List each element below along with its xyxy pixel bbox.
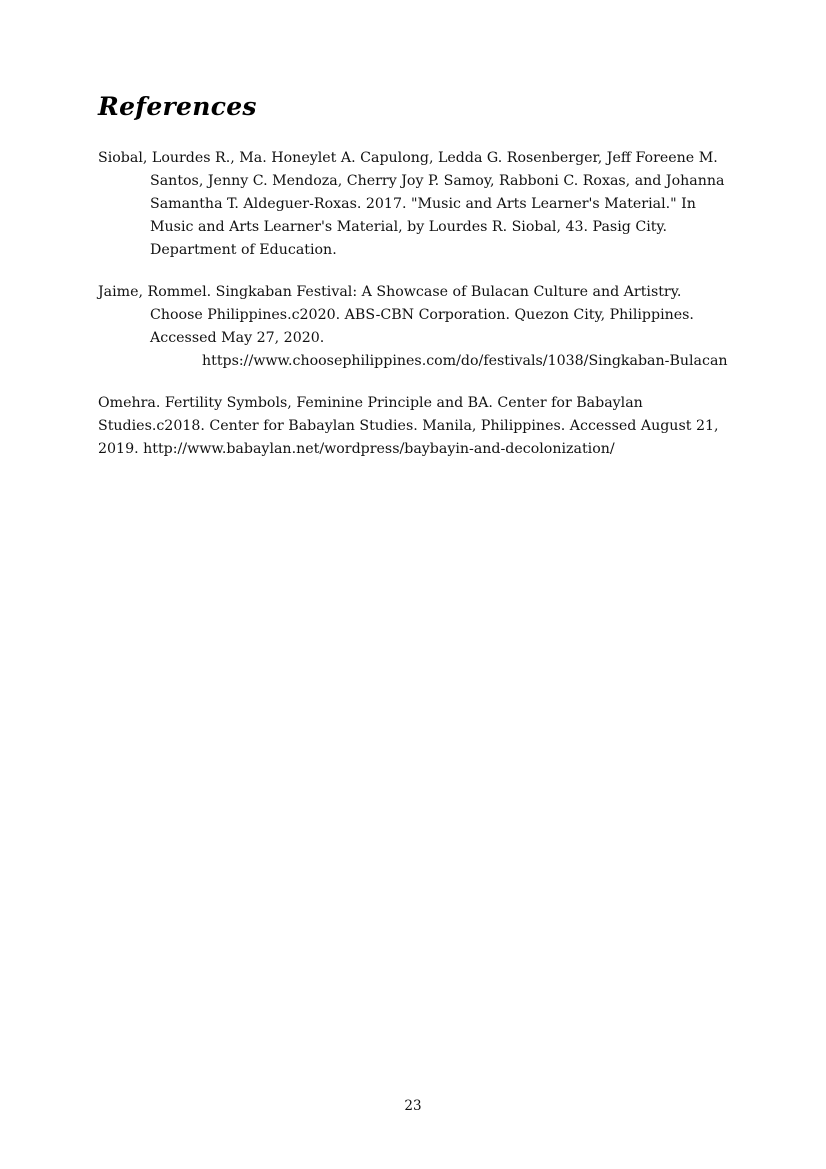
reference-entry xyxy=(98,147,728,262)
page-content xyxy=(98,92,728,480)
reference-text: Omehra. Fertility Symbols, Feminine Principle and BA. Center for Babaylan Studies.c2018. Center for Babaylan Studies. Manila, Philippines. Accessed August 21, 2019. http://www.babaylan.net/wordpress/baybayin-and-decolonization/ xyxy=(98,395,719,457)
reference-url[interactable]: https://www.choosephilippines.com/do/festivals/1038/Singkaban-Bulacan xyxy=(202,353,728,369)
reference-list xyxy=(98,147,728,461)
reference-text: Jaime, Rommel. Singkaban Festival: A Showcase of Bulacan Culture and Artistry. Choose Philippines.c2020. ABS-CBN Corporation. Quezon City, Philippines. Accessed May 27, 2020. xyxy=(98,284,694,346)
page-number: 23 xyxy=(404,1098,422,1114)
reference-entry xyxy=(98,281,728,373)
reference-text: Siobal, Lourdes R., Ma. Honeylet A. Capulong, Ledda G. Rosenberger, Jeff Foreene M. Santos, Jenny C. Mendoza, Cherry Joy P. Samoy, Rabboni C. Roxas, and Johanna Samantha T. Aldeguer-Roxas. 2017. "Music and Arts Learner's Material." In Music and Arts Learner's Material, by Lourdes R. Siobal, 43. Pasig City. Department of Education. xyxy=(98,150,725,258)
reference-entry xyxy=(98,392,728,461)
page-title: References xyxy=(98,92,257,121)
